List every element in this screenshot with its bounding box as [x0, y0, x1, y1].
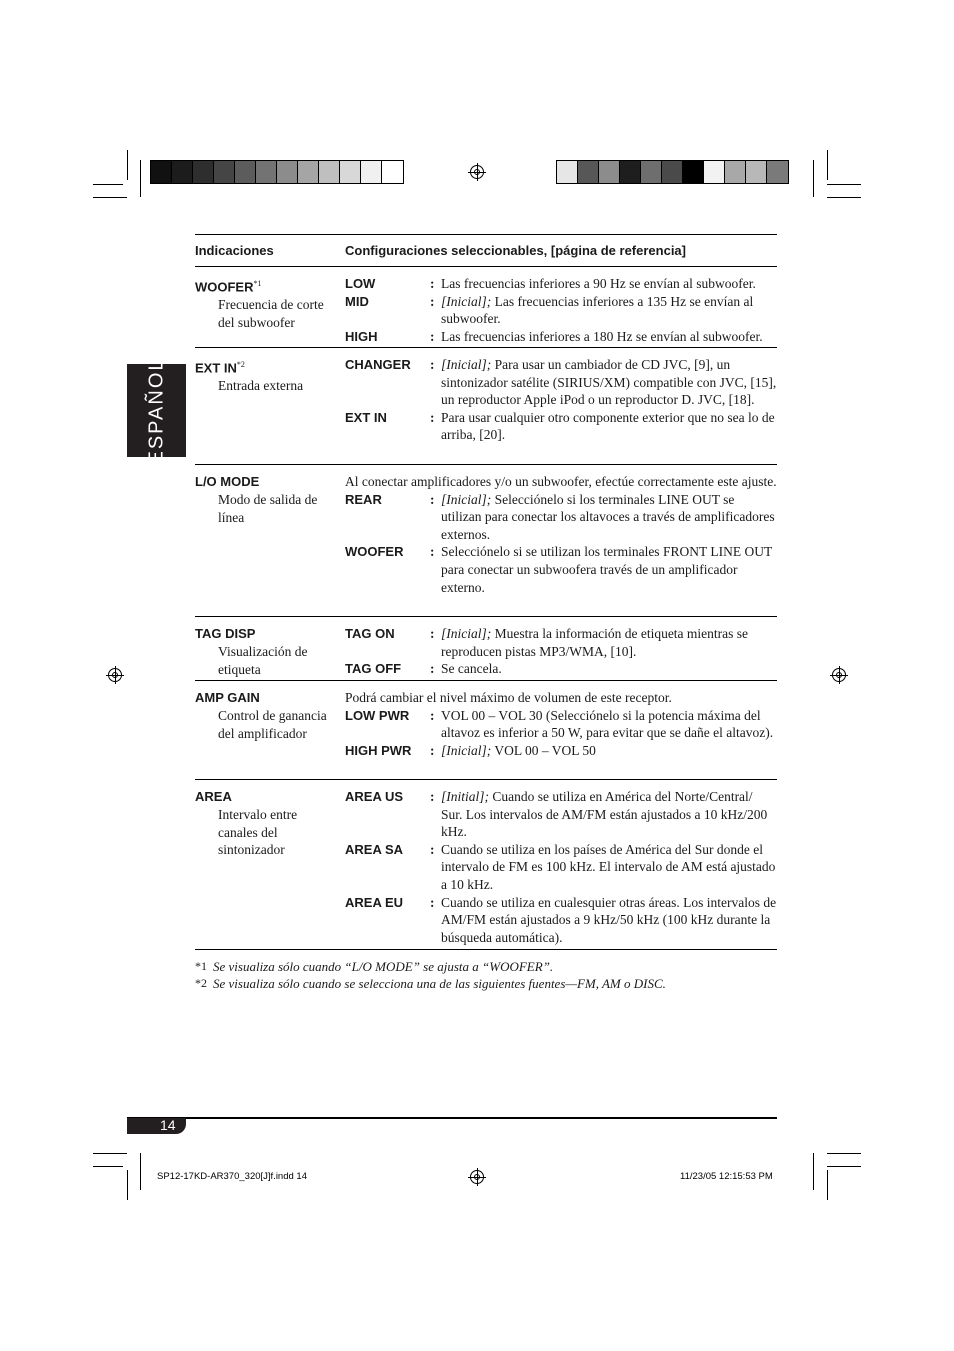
option-key: HIGH	[345, 328, 378, 344]
option-colon: :	[430, 841, 435, 857]
color-swatch	[382, 161, 403, 183]
color-swatch	[340, 161, 361, 183]
color-swatch	[599, 161, 620, 183]
option-item	[345, 328, 777, 346]
indication-cell	[195, 356, 340, 395]
setting-description: Visualización de etiqueta	[218, 644, 308, 677]
table-header	[195, 234, 777, 267]
option-key: HIGH PWR	[345, 742, 412, 758]
option-text	[441, 543, 777, 596]
color-swatch	[235, 161, 256, 183]
setting-name	[195, 625, 340, 643]
table-row	[195, 780, 777, 950]
color-swatch	[319, 161, 340, 183]
indication-cell	[195, 625, 340, 678]
initial-label: [Inicial];	[441, 742, 492, 758]
setting-intro: Podrá cambiar el nivel máximo de volumen de este receptor.	[345, 690, 672, 705]
option-key: REAR	[345, 491, 382, 507]
option-text	[441, 491, 777, 544]
footnote-marker: *2	[195, 976, 207, 990]
table-row	[195, 348, 777, 465]
option-text	[441, 660, 777, 678]
option-description: Las frecuencias inferiores a 135 Hz se envían al subwoofer.	[441, 293, 754, 327]
option-key: AREA US	[345, 789, 404, 804]
color-swatch	[620, 161, 641, 183]
option-description: Las frecuencias inferiores a 90 Hz se envían al subwoofer.	[441, 276, 756, 291]
footnote-text: Se visualiza sólo cuando se selecciona una de las siguientes fuentes—FM, AM o DISC.	[213, 976, 666, 991]
option-item	[345, 707, 777, 742]
footnote-mark: *1	[253, 279, 262, 288]
settings-cell	[345, 267, 777, 351]
footnote-mark: *2	[236, 360, 245, 369]
slug-date: 11/23/05 12:15:53 PM	[680, 1171, 773, 1182]
option-colon: :	[430, 894, 435, 910]
option-description: Selecciónelo si los terminales LINE OUT se utilizan para conectar los altavoces a través de amplificadores externos.	[441, 491, 775, 542]
setting-name	[195, 689, 340, 707]
option-item	[345, 491, 777, 544]
setting-intro: Al conectar amplificadores y/o un subwoofer, efectúe correctamente este ajuste.	[345, 474, 777, 489]
option-text	[441, 293, 777, 328]
initial-label: [Inicial];	[441, 357, 492, 372]
option-description: VOL 00 – VOL 50	[491, 742, 596, 758]
option-item	[345, 660, 777, 678]
setting-name	[195, 275, 340, 296]
header-settings: Configuraciones seleccionables, [página de referencia]	[345, 243, 686, 258]
language-tab	[127, 357, 186, 464]
option-description: VOL 00 – VOL 30 (Selecciónelo si la potencia máxima del altavoz es inferior a 50 W, para evitar que se dañe el altavoz).	[441, 707, 774, 741]
option-colon: :	[430, 742, 435, 758]
option-key: LOW PWR	[345, 707, 410, 723]
option-item	[345, 543, 777, 596]
color-swatch	[578, 161, 599, 183]
indication-cell	[195, 275, 340, 332]
option-colon: :	[430, 293, 435, 309]
option-item	[345, 742, 777, 760]
setting-description: Modo de salida de línea	[218, 492, 318, 525]
option-item	[345, 841, 777, 894]
setting-name-text: AMP GAIN	[195, 690, 260, 705]
option-colon: :	[430, 544, 435, 560]
settings-table	[195, 234, 777, 950]
option-item	[345, 788, 777, 841]
option-text	[441, 356, 777, 409]
option-key: TAG ON	[345, 626, 395, 641]
option-text	[441, 841, 777, 894]
page-number-tab	[127, 1118, 186, 1134]
option-key: CHANGER	[345, 357, 411, 372]
registration-mark-icon	[470, 165, 484, 179]
setting-description: Frecuencia de corte del subwoofer	[218, 297, 324, 330]
indication-cell	[195, 473, 340, 526]
page-number: 14	[160, 1117, 176, 1133]
color-swatch	[172, 161, 193, 183]
setting-name-text: AREA	[195, 789, 232, 804]
option-item	[345, 409, 777, 444]
settings-cell	[345, 465, 777, 602]
option-key: AREA SA	[345, 841, 404, 857]
option-colon: :	[430, 491, 435, 507]
footnote	[195, 958, 666, 975]
settings-cell	[345, 617, 777, 684]
option-text	[441, 275, 777, 293]
option-key: LOW	[345, 276, 376, 291]
option-colon: :	[430, 409, 435, 425]
color-swatch	[214, 161, 235, 183]
table-row	[195, 617, 777, 681]
setting-description: Entrada externa	[218, 378, 304, 394]
option-colon: :	[430, 328, 435, 344]
color-swatch	[361, 161, 382, 183]
color-swatch	[641, 161, 662, 183]
settings-cell	[345, 681, 777, 765]
option-key: AREA EU	[345, 894, 404, 910]
color-swatch	[256, 161, 277, 183]
registration-mark-icon	[108, 668, 122, 682]
setting-name-text: EXT IN	[195, 360, 237, 376]
option-description: Las frecuencias inferiores a 180 Hz se envían al subwoofer.	[441, 328, 763, 344]
option-text	[441, 894, 777, 947]
initial-label: [Inicial];	[441, 293, 492, 309]
option-key: EXT IN	[345, 409, 387, 425]
setting-name	[195, 356, 340, 377]
setting-description: Intervalo entre canales del sintonizador	[218, 807, 298, 858]
option-text	[441, 742, 777, 760]
footnote	[195, 975, 666, 992]
color-swatch	[151, 161, 172, 183]
footer-rule	[127, 1117, 777, 1119]
option-key: MID	[345, 293, 369, 309]
initial-label: [Initial];	[441, 789, 490, 804]
color-swatch	[746, 161, 767, 183]
color-swatch	[557, 161, 578, 183]
registration-mark-icon	[832, 668, 846, 682]
color-swatch	[683, 161, 704, 183]
settings-cell	[345, 348, 777, 450]
option-description: Cuando se utiliza en América del Norte/Central/ Sur. Los intervalos de AM/FM están ajustados a 10 kHz/200 kHz.	[441, 789, 768, 840]
option-item	[345, 625, 777, 660]
color-swatch	[725, 161, 746, 183]
option-description: Muestra la información de etiqueta mientras se reproducen pistas MP3/WMA, [10].	[441, 626, 749, 659]
option-text	[441, 625, 777, 660]
language-tab-label: ESPAÑOL	[145, 357, 167, 464]
option-description: Cuando se utiliza en los países de América del Sur donde el intervalo de FM es 100 kHz. El intervalo de AM está ajustado a 10 kHz.	[441, 841, 776, 892]
color-swatch	[704, 161, 725, 183]
option-description: Se cancela.	[441, 661, 502, 677]
table-row	[195, 681, 777, 780]
option-colon: :	[430, 661, 435, 677]
slug-file: SP12-17KD-AR370_320[J]f.indd 14	[157, 1171, 307, 1182]
table-row	[195, 465, 777, 617]
option-colon: :	[430, 789, 435, 804]
setting-name	[195, 473, 340, 491]
option-item	[345, 894, 777, 947]
color-swatch	[298, 161, 319, 183]
color-swatch	[277, 161, 298, 183]
option-text	[441, 788, 777, 841]
option-description: Cuando se utiliza en cualesquier otras áreas. Los intervalos de AM/FM están ajustados a 9 kHz/50 kHz (100 kHz durante la búsqueda automática).	[441, 894, 777, 945]
option-colon: :	[430, 357, 435, 372]
option-text	[441, 328, 777, 346]
color-bar-right	[556, 160, 789, 184]
setting-name-text: L/O MODE	[195, 474, 260, 489]
indication-cell	[195, 689, 340, 742]
setting-name-text: TAG DISP	[195, 626, 256, 641]
setting-name-text: WOOFER	[195, 279, 254, 295]
option-text	[441, 707, 777, 742]
option-description: Selecciónelo si se utilizan los terminales FRONT LINE OUT para conectar un subwoofera través de un amplificador externo.	[441, 544, 772, 595]
footnote-marker: *1	[195, 959, 207, 973]
setting-name	[195, 788, 340, 806]
option-key: TAG OFF	[345, 661, 402, 677]
footnote-text: Se visualiza sólo cuando “L/O MODE” se ajusta a “WOOFER”.	[213, 959, 554, 974]
option-description: Para usar cualquier otro componente exterior que no sea lo de arriba, [20].	[441, 409, 775, 443]
color-swatch	[193, 161, 214, 183]
option-text	[441, 409, 777, 444]
option-item	[345, 356, 777, 409]
header-indications: Indicaciones	[195, 243, 274, 258]
color-bar-left	[150, 160, 404, 184]
option-item	[345, 275, 777, 293]
initial-label: [Inicial];	[441, 626, 492, 641]
option-colon: :	[430, 707, 435, 723]
initial-label: [Inicial];	[441, 491, 492, 507]
option-item	[345, 293, 777, 328]
option-colon: :	[430, 626, 435, 641]
color-swatch	[767, 161, 788, 183]
option-description: Para usar un cambiador de CD JVC, [9], un sintonizador satélite (SIRIUS/XM) compatible con JVC, [15], un reproductor Apple iPod o un reproductor D. JVC, [18].	[441, 357, 777, 408]
registration-mark-icon	[470, 1170, 484, 1184]
footnotes	[195, 958, 666, 992]
indication-cell	[195, 788, 340, 859]
setting-description: Control de ganancia del amplificador	[218, 708, 327, 741]
option-key: WOOFER	[345, 544, 404, 560]
table-row	[195, 267, 777, 348]
settings-cell	[345, 780, 777, 952]
option-colon: :	[430, 276, 435, 291]
color-swatch	[662, 161, 683, 183]
